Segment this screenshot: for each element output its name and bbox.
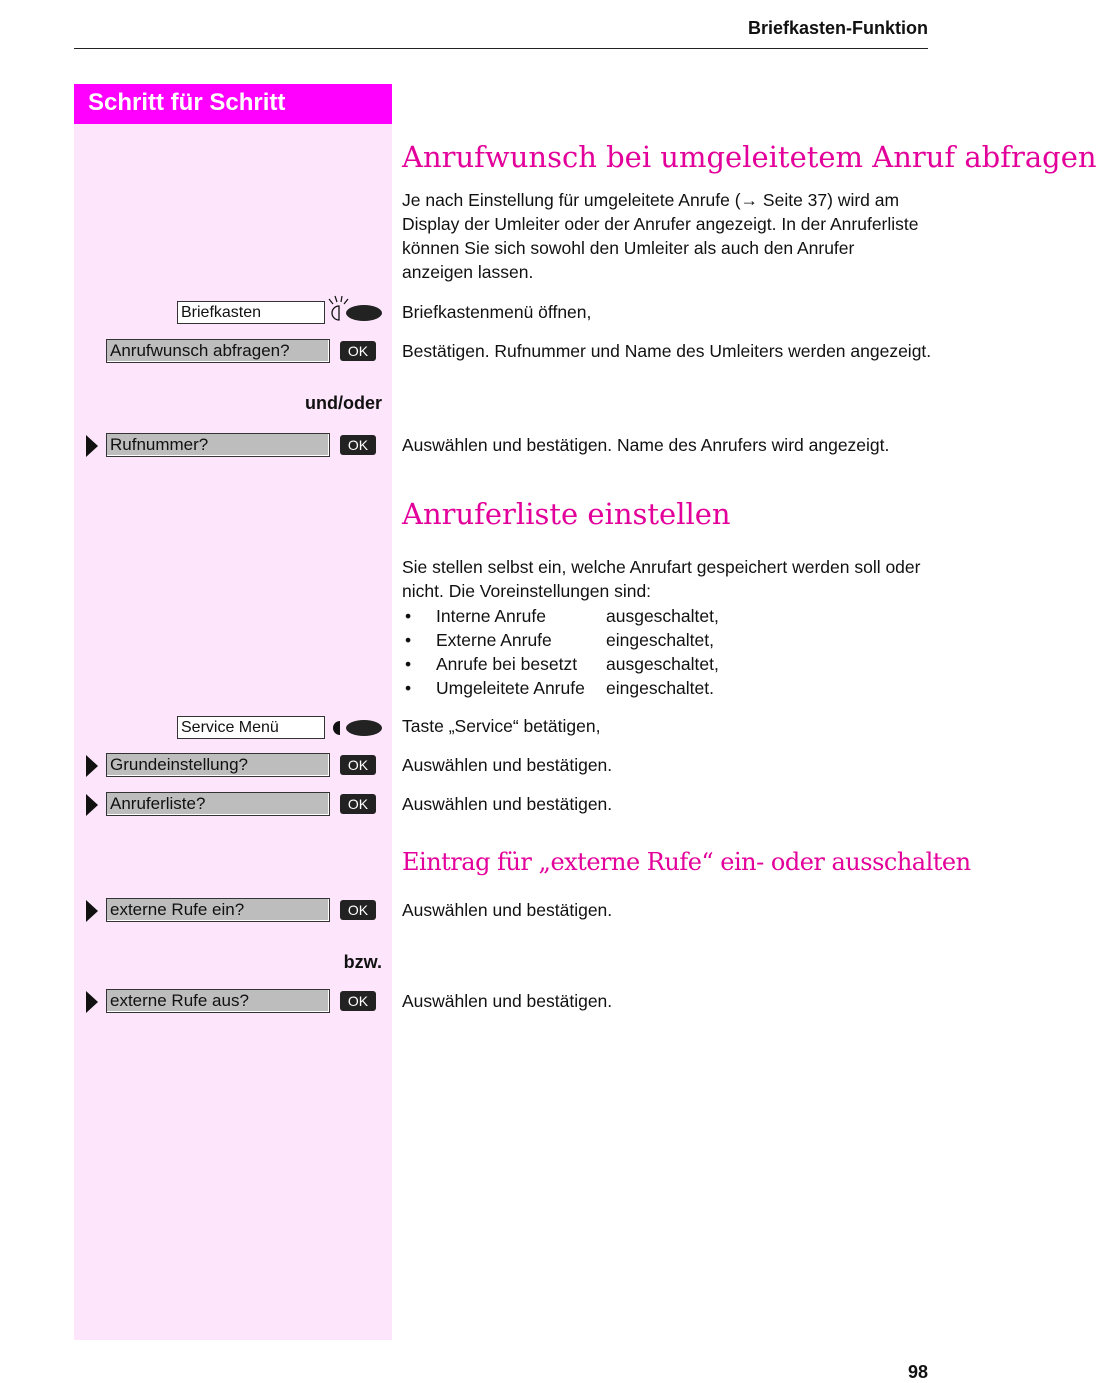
sidebar-title: Schritt für Schritt — [88, 89, 286, 116]
list-item-name: Anrufe bei besetzt — [436, 654, 578, 674]
scroll-arrow-icon — [86, 755, 98, 777]
conjunction-und-oder: und/oder — [305, 393, 382, 413]
list-item — [402, 676, 928, 700]
list-item-state: ausgeschaltet, — [606, 606, 719, 626]
bullet-icon: • — [405, 606, 412, 626]
step-text-anrufwunsch: Bestätigen. Rufnummer und Name des Umleiters werden angezeigt. — [402, 341, 932, 361]
arrow-right-icon: → — [740, 190, 759, 210]
sidebar-panel — [74, 84, 392, 1340]
step-text-externe-rufe-ein: Auswählen und bestätigen. — [402, 900, 613, 920]
step-text-service: Taste „Service“ betätigen, — [402, 716, 601, 736]
bullet-icon: • — [405, 630, 412, 650]
defaults-list — [402, 604, 928, 700]
scroll-arrow-icon — [86, 991, 98, 1013]
mailbox-key-button[interactable] — [346, 305, 382, 321]
section-heading-anruferliste: Anruferliste einstellen — [402, 497, 731, 531]
step-text-briefkasten: Briefkastenmenü öffnen, — [402, 302, 592, 322]
conjunction-bzw: bzw. — [343, 952, 382, 972]
ok-button[interactable]: OK — [340, 755, 376, 775]
display-briefkasten: Briefkasten — [177, 301, 325, 324]
list-item-name: Umgeleitete Anrufe — [436, 678, 585, 698]
section-intro-anrufwunsch — [402, 188, 928, 284]
list-item — [402, 628, 928, 652]
display-anruferliste: Anruferliste? — [106, 792, 330, 816]
scroll-arrow-icon — [86, 900, 98, 922]
section-intro-anruferliste: Sie stellen selbst ein, welche Anrufart gespeichert werden soll oder nicht. Die Voreinstellungen sind: — [402, 557, 921, 601]
list-item-state: ausgeschaltet, — [606, 654, 719, 674]
page-number: 98 — [907, 1362, 928, 1382]
blinking-led-icon — [322, 296, 348, 324]
step-text-rufnummer: Auswählen und bestätigen. Name des Anrufers wird angezeigt. — [402, 435, 890, 455]
bullet-icon: • — [405, 678, 412, 698]
list-item-name: Interne Anrufe — [436, 606, 546, 626]
display-service-menu: Service Menü — [177, 716, 325, 739]
list-item — [402, 652, 928, 676]
display-anrufwunsch-abfragen: Anrufwunsch abfragen? — [106, 339, 330, 363]
display-grundeinstellung: Grundeinstellung? — [106, 753, 330, 777]
display-rufnummer: Rufnummer? — [106, 433, 330, 457]
sidebar-header — [74, 84, 392, 124]
list-item — [402, 604, 928, 628]
display-externe-rufe-ein: externe Rufe ein? — [106, 898, 330, 922]
header-divider — [74, 48, 928, 49]
ok-button[interactable]: OK — [340, 794, 376, 814]
ok-button[interactable]: OK — [340, 435, 376, 455]
service-key-button[interactable] — [346, 720, 382, 736]
bullet-icon: • — [405, 654, 412, 674]
step-text-grundeinstellung: Auswählen und bestätigen. — [402, 755, 613, 775]
display-externe-rufe-aus: externe Rufe aus? — [106, 989, 330, 1013]
list-item-state: eingeschaltet. — [606, 678, 714, 698]
scroll-arrow-icon — [86, 794, 98, 816]
section-heading-anrufwunsch: Anrufwunsch bei umgeleitetem Anruf abfragen — [402, 140, 1097, 174]
ok-button[interactable]: OK — [340, 341, 376, 361]
section-heading-externe-rufe: Eintrag für „externe Rufe“ ein- oder ausschalten — [402, 848, 971, 876]
list-item-state: eingeschaltet, — [606, 630, 714, 650]
intro-text-end: Seite 37) wird am Display der Umleiter oder der Anrufer angezeigt. In der Anruferliste können Sie sich sowohl den Umleiter als auch den Anrufer anzeigen lassen. — [402, 190, 919, 282]
ok-button[interactable]: OK — [340, 900, 376, 920]
step-text-externe-rufe-aus: Auswählen und bestätigen. — [402, 991, 613, 1011]
intro-text-start: Je nach Einstellung für umgeleitete Anrufe ( — [402, 190, 741, 210]
led-icon — [330, 720, 344, 736]
page-header-title: Briefkasten-Funktion — [747, 18, 928, 38]
step-text-anruferliste: Auswählen und bestätigen. — [402, 794, 613, 814]
scroll-arrow-icon — [86, 435, 98, 457]
list-item-name: Externe Anrufe — [436, 630, 552, 650]
ok-button[interactable]: OK — [340, 991, 376, 1011]
